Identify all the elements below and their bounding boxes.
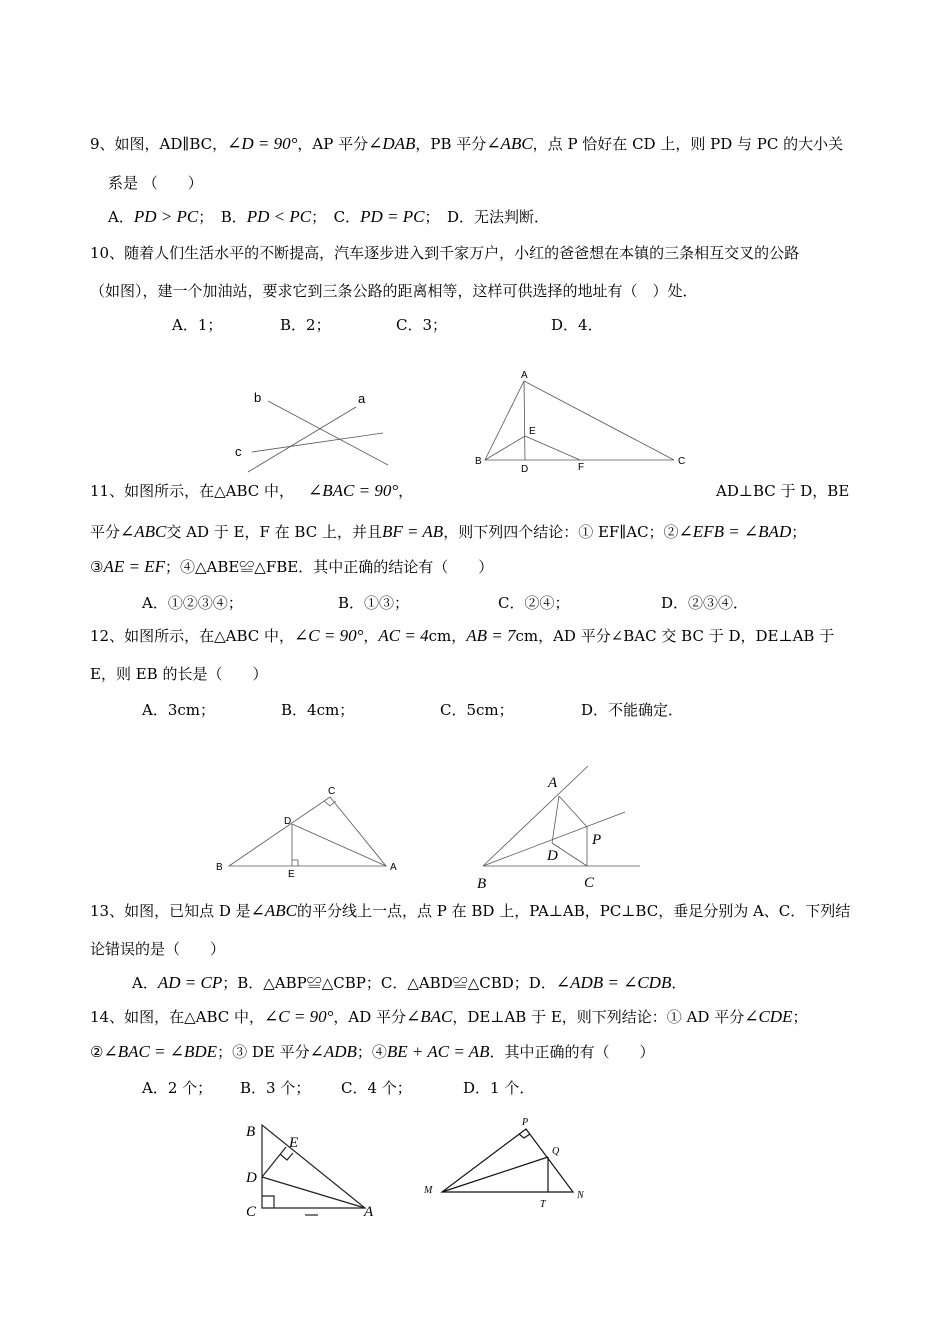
q12-option-d: D．不能确定． bbox=[581, 701, 684, 719]
q11-label-f: F bbox=[578, 462, 585, 473]
q14-line1: 14、如图，在△ABC 中，∠C = 90°，AD 平分∠BAC，DE⊥AB 于 E，则下列结论：① AD 平分∠CDE； bbox=[90, 1007, 808, 1026]
q9-line1: 9、如图，AD∥BC，∠D = 90°，AP 平分∠DAB，PB 平分∠ABC，点 P 恰好在 CD 上，则 PD 与 PC 的大小关 bbox=[90, 134, 844, 153]
q12-label-e: E bbox=[288, 869, 295, 880]
q14-label-b: B bbox=[246, 1124, 256, 1140]
q12-line2: E，则 EB 的长是（ ） bbox=[90, 665, 268, 683]
q11-line2: 平分∠ABC交 AD 于 E，F 在 BC 上，并且BF = AB，则下列四个结论：① EF∥AC；②∠EFB = ∠BAD； bbox=[90, 522, 807, 541]
q11-option-b: B．①③； bbox=[338, 594, 410, 612]
q14-line2: ②∠BAC = ∠BDE；③ DE 平分∠ADB；④BE + AC = AB．其中正确的有（ ） bbox=[90, 1042, 655, 1061]
q14-label-e: E bbox=[289, 1135, 299, 1151]
road-label-a: a bbox=[358, 391, 366, 406]
q9-options: A．PD > PC； B．PD < PC； C．PD = PC； D．无法判断． bbox=[108, 207, 549, 226]
q12-label-c: C bbox=[328, 786, 336, 797]
q11-line3: ③AE = EF；④△ABE≌△FBE．其中正确的结论有（ ） bbox=[90, 557, 494, 576]
q9-angle-dab: ∠DAB bbox=[368, 134, 416, 153]
q9-angle-d: ∠D = 90° bbox=[227, 134, 298, 153]
q14-label-a: A bbox=[364, 1204, 374, 1220]
q14-option-a: A．2 个； bbox=[142, 1079, 213, 1097]
q11-label-b: B bbox=[475, 456, 482, 467]
q13-options: A．AD = CP；B．△ABP≌△CBP；C．△ABD≌△CBD；D．∠ADB = ∠CDB． bbox=[132, 973, 687, 992]
q12-line1: 12、如图所示，在△ABC 中，∠C = 90°，AC = 4cm，AB = 7cm，AD 平分∠BAC 交 BC 于 D，DE⊥AB 于 bbox=[90, 626, 835, 645]
pmqn-label-m: M bbox=[424, 1185, 433, 1196]
q11-line1: 11、如图所示，在△ABC 中， ∠BAC = 90°， bbox=[90, 481, 414, 500]
q13-label-a: A bbox=[548, 775, 558, 791]
q11-label-e: E bbox=[529, 426, 536, 437]
q14-option-c: C．4 个； bbox=[341, 1079, 412, 1097]
pmn-triangle bbox=[442, 1129, 573, 1192]
q10-option-c: C．3； bbox=[396, 316, 448, 334]
q10-line2: （如图），建一个加油站，要求它到三条公路的距离相等，这样可供选择的地址有（ ）处． bbox=[90, 282, 698, 300]
q12-option-a: A．3cm； bbox=[142, 701, 216, 719]
q13-label-c: C bbox=[584, 875, 595, 891]
q14-label-d: D bbox=[246, 1170, 257, 1186]
q12-option-c: C．5cm； bbox=[440, 701, 514, 719]
pmqn-label-q: Q bbox=[552, 1146, 560, 1157]
q10-line1: 10、随着人们生活水平的不断提高，汽车逐步进入到千家万户，小红的爸爸想在本镇的三条相互交叉的公路 bbox=[90, 244, 800, 262]
q13-label-b: B bbox=[477, 876, 487, 892]
q12-label-a: A bbox=[390, 862, 397, 873]
q14-option-b: B．3 个； bbox=[240, 1079, 311, 1097]
pmqn-label-n: N bbox=[577, 1190, 584, 1201]
pmqn-segment-mq bbox=[442, 1157, 548, 1192]
q10-option-b: B．2； bbox=[280, 316, 331, 334]
q13-label-p: P bbox=[592, 832, 602, 848]
q11-label-d: D bbox=[521, 464, 529, 475]
q11-option-d: D．②③④． bbox=[661, 594, 749, 612]
q11-label-a: A bbox=[521, 370, 528, 381]
q12-label-d: D bbox=[284, 816, 292, 827]
q14-option-d: D．1 个． bbox=[463, 1079, 535, 1097]
road-label-b: b bbox=[254, 390, 262, 405]
q12-label-b: B bbox=[216, 862, 223, 873]
q14-label-c: C bbox=[246, 1204, 257, 1220]
q13-line1: 13、如图，已知点 D 是∠ABC的平分线上一点，点 P 在 BD 上，PA⊥AB，PC⊥BC，垂足分别为 A、C．下列结 bbox=[90, 901, 851, 920]
q10-option-a: A．1； bbox=[172, 316, 223, 334]
q11-line1-right: AD⊥BC 于 D，BE bbox=[716, 482, 850, 500]
q9-line2: 系是 （ ） bbox=[108, 174, 203, 192]
q11-label-c: C bbox=[678, 456, 686, 467]
pmqn-label-t: T bbox=[540, 1199, 546, 1210]
road-label-c: c bbox=[235, 444, 242, 459]
q12-option-b: B．4cm； bbox=[281, 701, 355, 719]
q11-option-c: C．②④； bbox=[498, 594, 570, 612]
q11-option-a: A．①②③④； bbox=[142, 594, 243, 612]
q10-option-d: D．4． bbox=[551, 316, 603, 334]
q9-angle-abc: ∠ABC bbox=[486, 134, 533, 153]
q13-label-d: D bbox=[547, 848, 558, 864]
pmqn-label-p: P bbox=[522, 1117, 529, 1128]
pmqn-right-angle-p bbox=[519, 1134, 530, 1138]
q13-line2: 论错误的是（ ） bbox=[90, 940, 226, 958]
